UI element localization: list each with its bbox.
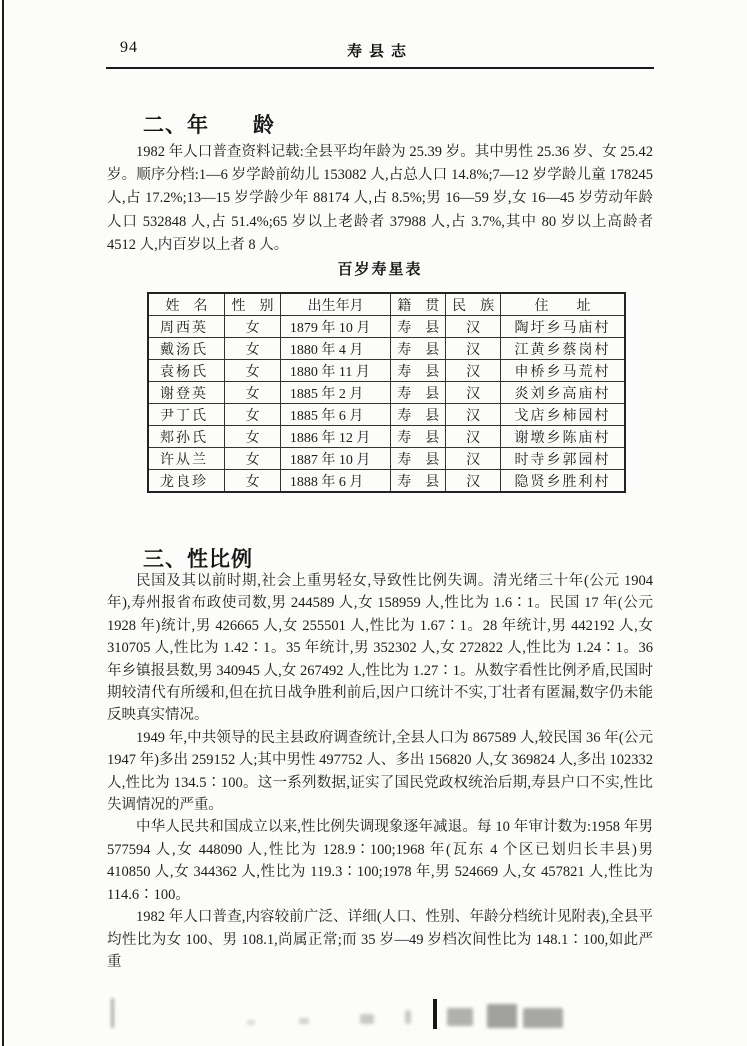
cell-sex: 女 xyxy=(225,360,281,382)
cell-origin: 寿 县 xyxy=(391,426,446,448)
cell-name: 郏孙氏 xyxy=(148,426,225,448)
cell-name: 戴汤氏 xyxy=(148,338,225,360)
cell-sex: 女 xyxy=(225,404,281,426)
sex-ratio-paragraph-4: 1982 年人口普查,内容较前广泛、详细(人口、性别、年龄分档统计见附表),全县平均性比为女 100、男 108.1,尚属正常;而 35 岁—49 岁档次间性比为 148.1∶100,如此严重 xyxy=(107,909,653,970)
header-rule xyxy=(106,67,654,69)
col-header-name: 姓 名 xyxy=(148,293,225,316)
table-row xyxy=(148,404,625,426)
ink-smudge xyxy=(360,1014,374,1024)
cell-sex: 女 xyxy=(225,316,281,338)
cell-address: 陶圩乡马庙村 xyxy=(501,316,625,338)
table-row xyxy=(148,338,625,360)
cell-address: 谢墩乡陈庙村 xyxy=(501,426,625,448)
cell-origin: 寿 县 xyxy=(391,338,446,360)
cell-birthdate: 1886 年 12 月 xyxy=(280,426,390,448)
ink-smudge xyxy=(299,1018,309,1024)
col-header-sex: 性 别 xyxy=(225,293,281,316)
cell-birthdate: 1880 年 4 月 xyxy=(280,338,390,360)
sex-ratio-paragraph-1: 民国及其以前时期,社会上重男轻女,导致性比例失调。清光绪三十年(公元 1904 年),寿州报省布政使司数,男 244589 人,女 158959 人,性比为 1.6∶1。民国 17 年(公元 1928 年)统计,男 426665 人,女 255501 人,性比为 1.67∶1。28 年统计,男 442192 人,女 310705 人,性比为 1.42∶1。35 年统计,男 352302 人,女 272822 人,性比为 1.24∶1。36 年乡镇报县数,男 340945 人,女 267492 人,性比为 1.27∶1。从数字看性比例矛盾,民国时期较清代有所缓和,但在抗日战争胜利前后,因户口统计不实,丁壮者有匿漏,数字仍未能反映真实情况。 xyxy=(107,573,653,724)
cell-birthdate: 1885 年 2 月 xyxy=(280,382,390,404)
ink-smudge xyxy=(447,1008,473,1026)
cell-origin: 寿 县 xyxy=(391,448,446,470)
cell-sex: 女 xyxy=(225,448,281,470)
cell-address: 申桥乡马荒村 xyxy=(501,360,625,382)
cell-sex: 女 xyxy=(225,426,281,448)
page-edge-line xyxy=(2,0,4,1046)
cell-ethnicity: 汉 xyxy=(446,316,501,338)
cell-ethnicity: 汉 xyxy=(446,338,501,360)
ink-smudge xyxy=(247,1020,255,1025)
table-row xyxy=(148,426,625,448)
book-title: 寿县志 xyxy=(346,44,413,60)
section-age-body xyxy=(107,141,653,257)
cell-ethnicity: 汉 xyxy=(446,470,501,493)
cell-address: 隐贤乡胜利村 xyxy=(501,470,625,493)
cell-origin: 寿 县 xyxy=(391,316,446,338)
table-row xyxy=(148,316,625,338)
ink-smudge xyxy=(487,1004,517,1028)
cell-origin: 寿 县 xyxy=(391,382,446,404)
cell-origin: 寿 县 xyxy=(391,470,446,493)
cell-birthdate: 1885 年 6 月 xyxy=(280,404,390,426)
centenarian-table xyxy=(147,292,626,493)
cell-address: 江黄乡蔡岗村 xyxy=(501,338,625,360)
cell-name: 谢登英 xyxy=(148,382,225,404)
cell-address: 时寺乡郭园村 xyxy=(501,448,625,470)
cell-name: 龙良珍 xyxy=(148,470,225,493)
cell-birthdate: 1880 年 11 月 xyxy=(280,360,390,382)
ink-smudge xyxy=(405,1010,411,1024)
cell-name: 袁杨氏 xyxy=(148,360,225,382)
cell-ethnicity: 汉 xyxy=(446,382,501,404)
table-header-row xyxy=(148,293,625,316)
cell-name: 尹丁氏 xyxy=(148,404,225,426)
cell-birthdate: 1887 年 10 月 xyxy=(280,448,390,470)
table-row xyxy=(148,360,625,382)
section-sex-ratio-body xyxy=(107,570,653,973)
col-header-ethnicity: 民 族 xyxy=(446,293,501,316)
page-number: 94 xyxy=(120,39,138,56)
col-header-birthdate: 出生年月 xyxy=(280,293,390,316)
cell-sex: 女 xyxy=(225,338,281,360)
sex-ratio-paragraph-2: 1949 年,中共领导的民主县政府调查统计,全县人口为 867589 人,较民国 36 年(公元 1947 年)多出 259152 人;其中男性 497752 人、多出 156820 人,女 369824 人,多出 102332 人,性比为 134.5∶100。这一系列数据,证实了国民党政权统治后期,寿县户口不实,性比失调情况的严重。 xyxy=(107,729,653,814)
cell-origin: 寿 县 xyxy=(391,360,446,382)
cell-ethnicity: 汉 xyxy=(446,360,501,382)
cell-address: 炎刘乡高庙村 xyxy=(501,382,625,404)
cell-birthdate: 1888 年 6 月 xyxy=(280,470,390,493)
section-age-paragraph: 1982 年人口普查资料记载:全县平均年龄为 25.39 岁。其中男性 25.36 岁、女 25.42 岁。顺序分档:1—6 岁学龄前幼儿 153082 人,占总人口 14.8%;7—12 岁学龄儿童 178245 人,占 17.2%;13—15 岁学龄少年 88174 人,占 8.5%;男 16—59 岁,女 16—45 岁劳动年龄人口 532848 人,占 51.4%;65 岁以上老龄者 37988 人,占 3.7%,其中 80 岁以上高龄者 4512 人,内百岁以上者 8 人。 xyxy=(107,144,653,253)
ink-bar xyxy=(433,999,437,1029)
cell-name: 许从兰 xyxy=(148,448,225,470)
cell-birthdate: 1879 年 10 月 xyxy=(280,316,390,338)
cell-sex: 女 xyxy=(225,382,281,404)
cell-ethnicity: 汉 xyxy=(446,448,501,470)
ink-smudge xyxy=(523,1008,563,1028)
ink-smudge xyxy=(111,998,114,1028)
cell-ethnicity: 汉 xyxy=(446,426,501,448)
table-row xyxy=(148,470,625,493)
col-header-address: 住 址 xyxy=(501,293,625,316)
cell-origin: 寿 县 xyxy=(391,404,446,426)
cell-name: 周西英 xyxy=(148,316,225,338)
cell-sex: 女 xyxy=(225,470,281,493)
section-sex-ratio-heading: 三、性比例 xyxy=(143,547,253,572)
col-header-origin: 籍 贯 xyxy=(391,293,446,316)
sex-ratio-paragraph-3: 中华人民共和国成立以来,性比例失调现象逐年减退。每 10 年审计数为:1958 年男 577594 人,女 448090 人,性比为 128.9∶100;1968 年(瓦东 4 个区已划归长丰县)男 410850 人,女 344362 人,性比为 119.3∶100;1978 年,男 524669 人,女 457821 人,性比为 114.6∶100。 xyxy=(107,819,653,903)
section-age-heading: 二、年 龄 xyxy=(143,113,275,138)
cell-ethnicity: 汉 xyxy=(446,404,501,426)
table-row xyxy=(148,448,625,470)
cell-address: 戈店乡柿园村 xyxy=(501,404,625,426)
table-row xyxy=(148,382,625,404)
centenarian-table-title: 百岁寿星表 xyxy=(337,262,423,278)
